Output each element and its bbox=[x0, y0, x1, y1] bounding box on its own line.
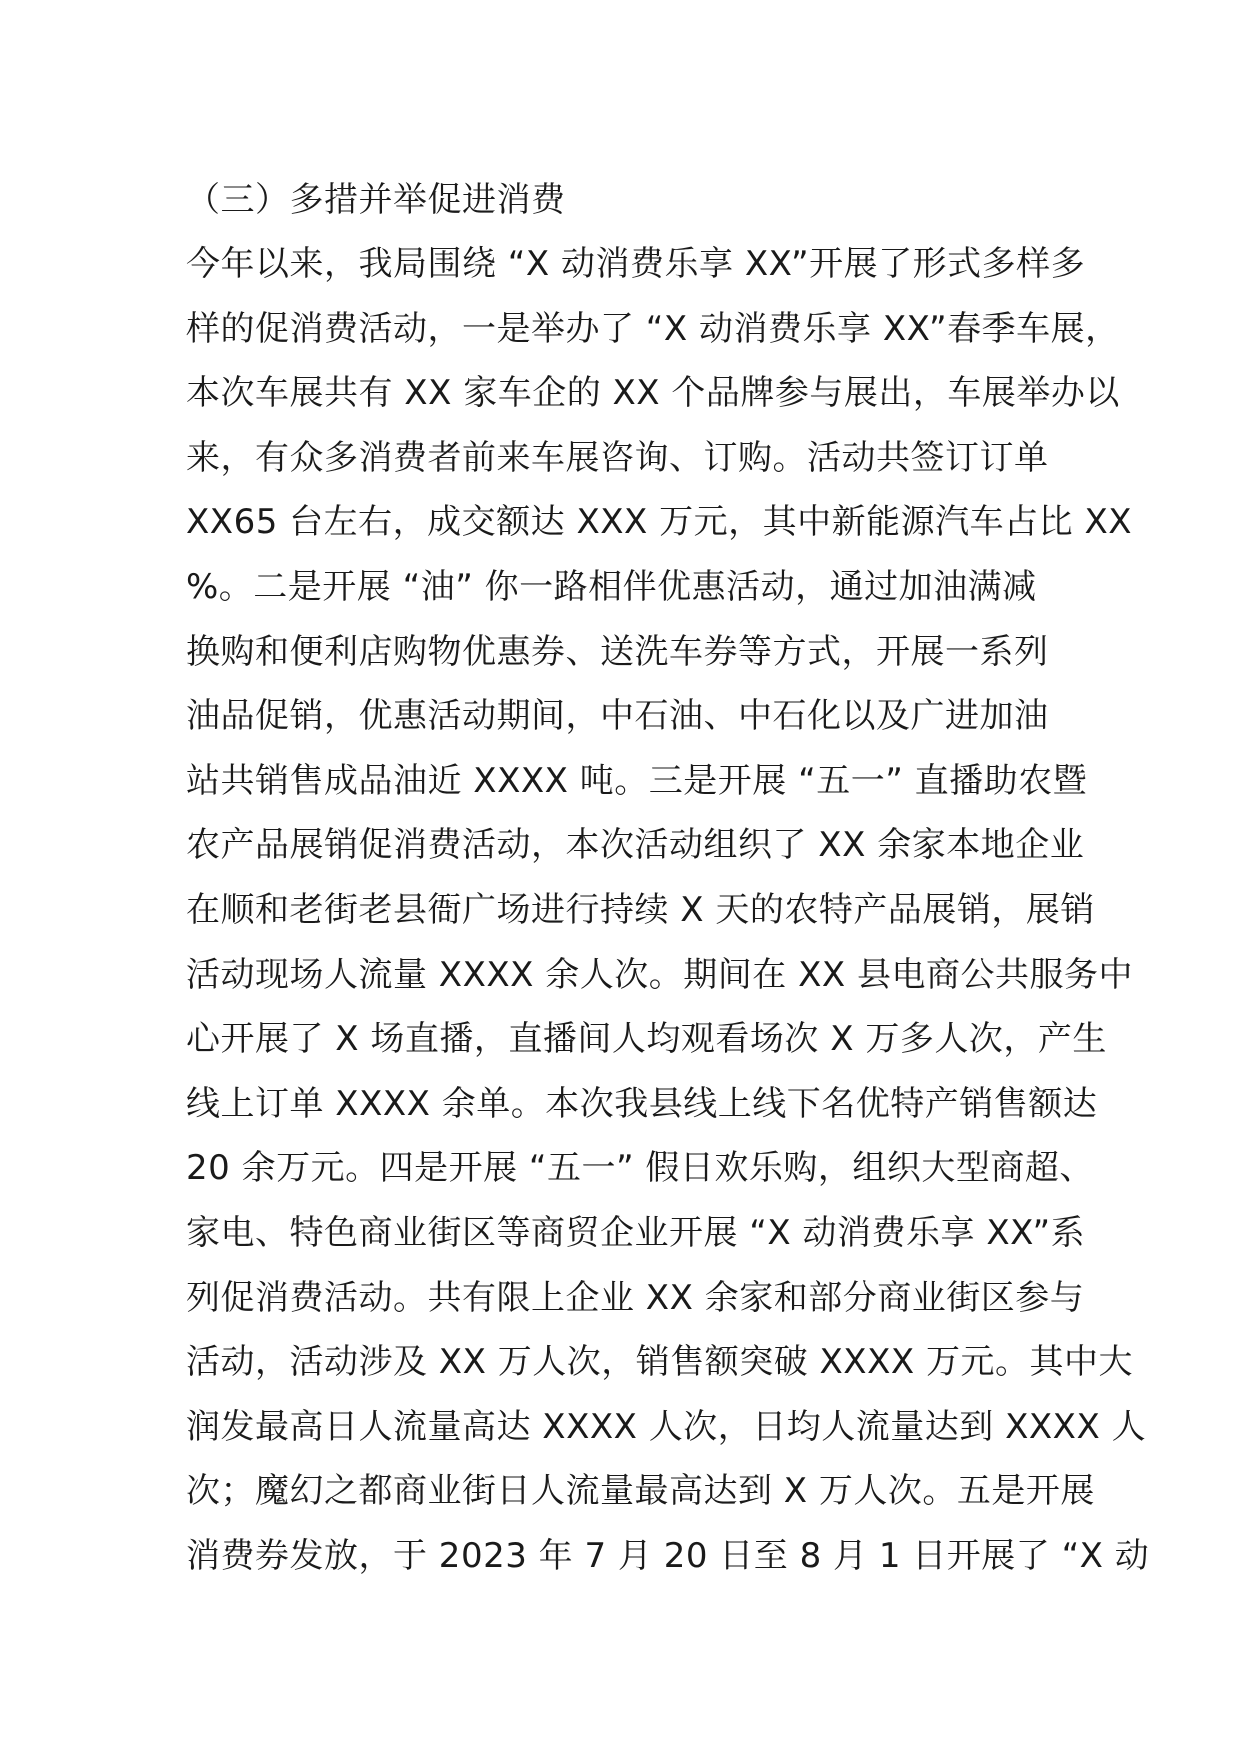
paragraph-line: 家电、特色商业街区等商贸企业开展 “X 动消费乐享 XX”系 bbox=[186, 1212, 1086, 1253]
paragraph-line: 消费券发放，于 2023 年 7 月 20 日至 8 月 1 日开展了 “X 动 bbox=[186, 1535, 1150, 1576]
paragraph-line: 20 余万元。四是开展 “五一” 假日欢乐购，组织大型商超、 bbox=[186, 1148, 1094, 1189]
paragraph-line: 线上订单 XXXX 余单。本次我县线上线下名优特产销售额达 bbox=[186, 1083, 1098, 1124]
paragraph-line: 在顺和老街老县衙广场进行持续 X 天的农特产品展销，展销 bbox=[186, 889, 1095, 930]
paragraph-line: 活动，活动涉及 XX 万人次，销售额突破 XXXX 万元。其中大 bbox=[186, 1342, 1133, 1383]
paragraph-line: 次；魔幻之都商业街日人流量最高达到 X 万人次。五是开展 bbox=[186, 1471, 1095, 1512]
paragraph-line: 油品促销，优惠活动期间，中石油、中石化以及广进加油 bbox=[186, 696, 1049, 737]
section-heading: （三）多措并举促进消费 bbox=[186, 180, 566, 220]
paragraph-line: 心开展了 X 场直播，直播间人均观看场次 X 万多人次，产生 bbox=[186, 1019, 1107, 1060]
paragraph-line: 样的促消费活动，一是举办了 “X 动消费乐享 XX”春季车展， bbox=[186, 308, 1120, 349]
paragraph-line: 站共销售成品油近 XXXX 吨。三是开展 “五一” 直播助农暨 bbox=[186, 760, 1088, 801]
paragraph-line: 列促消费活动。共有限上企业 XX 余家和部分商业街区参与 bbox=[186, 1277, 1085, 1318]
paragraph-line: 换购和便利店购物优惠券、送洗车券等方式，开展一系列 bbox=[186, 631, 1049, 672]
paragraph-line: 活动现场人流量 XXXX 余人次。期间在 XX 县电商公共服务中 bbox=[186, 954, 1133, 995]
paragraph-line: 今年以来，我局围绕 “X 动消费乐享 XX”开展了形式多样多 bbox=[186, 244, 1086, 284]
document-body bbox=[186, 168, 1150, 1588]
paragraph-line: 润发最高日人流量高达 XXXX 人次，日均人流量达到 XXXX 人 bbox=[186, 1406, 1147, 1447]
paragraph-line: 来，有众多消费者前来车展咨询、订购。活动共签订订单 bbox=[186, 437, 1049, 478]
paragraph-line: 本次车展共有 XX 家车企的 XX 个品牌参与展出，车展举办以 bbox=[186, 373, 1120, 414]
paragraph-line: 农产品展销促消费活动，本次活动组织了 XX 余家本地企业 bbox=[186, 825, 1085, 866]
paragraph-line: %。二是开展 “油” 你一路相伴优惠活动，通过加油满减 bbox=[186, 566, 1037, 607]
paragraph-line: XX65 台左右，成交额达 XXX 万元，其中新能源汽车占比 XX bbox=[186, 502, 1133, 543]
